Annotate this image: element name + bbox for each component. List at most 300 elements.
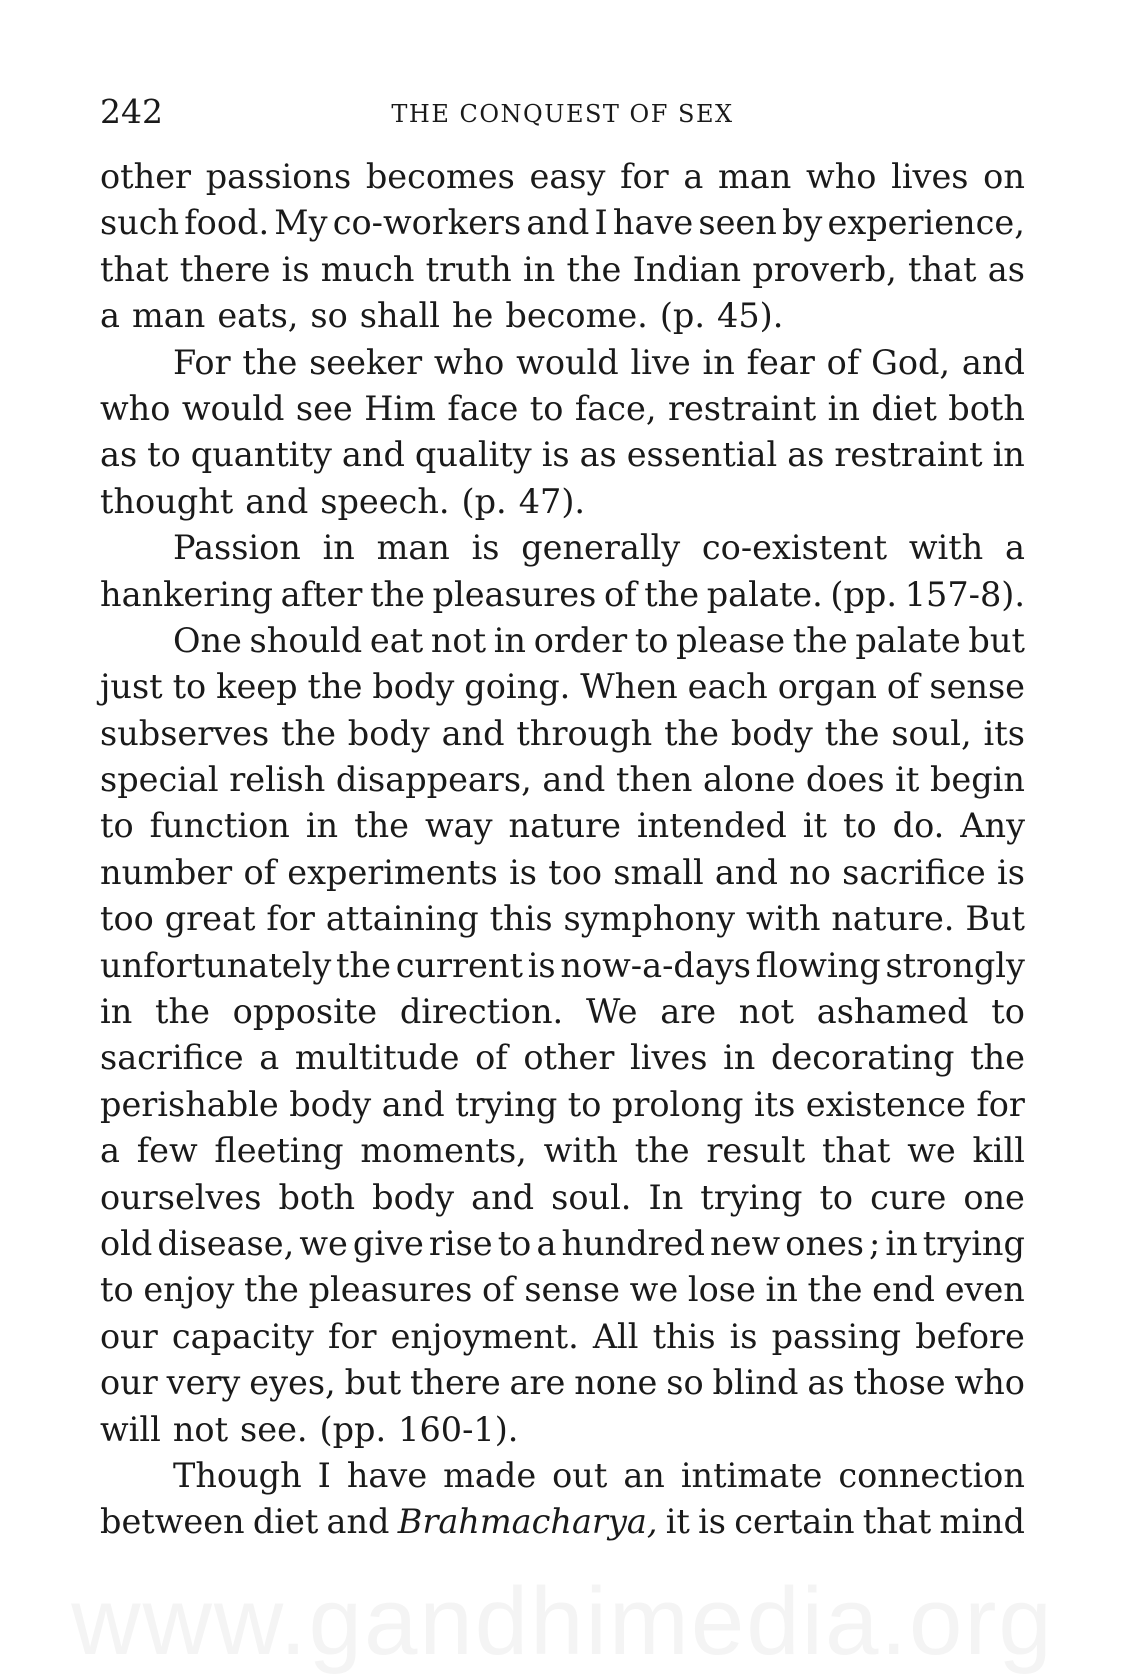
text-line: [100, 1175, 1025, 1221]
word: the: [307, 667, 363, 707]
word: (pp.: [319, 1409, 387, 1449]
word: as: [807, 1363, 845, 1403]
word: nature: [508, 806, 621, 846]
word: a: [1004, 528, 1025, 568]
word: strongly: [885, 945, 1025, 985]
word: in: [322, 528, 355, 568]
word: Any: [960, 806, 1025, 846]
word: please: [676, 620, 786, 660]
word: by: [781, 203, 823, 243]
word: 47).: [518, 481, 586, 521]
word: I: [317, 1455, 331, 1495]
word: unfortunately: [100, 945, 332, 985]
word: our: [100, 1316, 158, 1356]
word: man: [376, 528, 450, 568]
word: is: [997, 852, 1025, 892]
text-line: [100, 572, 1025, 618]
book-page: [100, 92, 1025, 1546]
word: function: [149, 806, 290, 846]
word: the: [664, 713, 719, 753]
running-title: THE CONQUEST OF SEX: [391, 100, 734, 128]
word: food.: [184, 203, 270, 243]
word: fear: [746, 342, 815, 382]
word: the: [242, 342, 298, 382]
word: body: [372, 667, 455, 707]
word: way: [424, 806, 493, 846]
word: pleasures: [308, 1270, 473, 1310]
word: Him: [364, 388, 436, 428]
word: much: [320, 249, 415, 289]
body-text: [100, 154, 1025, 1546]
word: body: [730, 713, 813, 753]
text-line: [100, 1221, 1025, 1267]
text-line: [100, 618, 1025, 664]
word: other: [523, 1038, 615, 1078]
word: diet: [252, 1502, 319, 1542]
text-line: [100, 711, 1025, 757]
word: other: [100, 157, 192, 196]
word: are: [660, 992, 717, 1032]
word: out: [552, 1455, 608, 1495]
text-line: [100, 247, 1025, 293]
text-line: [100, 803, 1025, 849]
word: (pp.: [830, 574, 898, 614]
word: not: [172, 1409, 229, 1449]
text-line: [100, 664, 1025, 710]
word: of: [886, 667, 920, 707]
word: great: [164, 899, 256, 939]
text-line: [100, 340, 1025, 386]
word: lose: [687, 1270, 756, 1310]
word: quality: [414, 435, 532, 475]
word: face: [447, 388, 519, 428]
word: certain: [734, 1502, 855, 1542]
word: just: [100, 667, 163, 707]
word: one: [963, 1177, 1025, 1217]
word: we: [907, 1131, 956, 1171]
word: proverb,: [752, 249, 897, 289]
word: For: [173, 342, 231, 382]
word: alone: [703, 760, 796, 800]
word: with: [746, 899, 821, 939]
word: the: [644, 574, 700, 614]
text-line: [100, 1407, 1025, 1453]
word: for: [976, 1084, 1025, 1124]
word: All: [592, 1316, 639, 1356]
word: with: [543, 1131, 618, 1171]
word: (p.: [659, 296, 705, 336]
text-line: [100, 1499, 1025, 1545]
word: both: [278, 1177, 356, 1217]
word: it: [665, 1502, 690, 1542]
word: soul.: [551, 1177, 632, 1217]
text-line: [100, 1035, 1025, 1081]
word: passing: [771, 1316, 902, 1356]
word: sacrifice: [842, 852, 986, 892]
text-line: [100, 479, 1025, 525]
word: moments,: [360, 1131, 527, 1171]
word: in: [827, 388, 860, 428]
word: subserves: [100, 713, 270, 753]
word: we: [629, 1270, 679, 1310]
word: diet: [871, 388, 937, 428]
word: fleeting: [214, 1131, 344, 1171]
word: flowing: [755, 945, 881, 985]
word: blind: [712, 1363, 799, 1403]
word: who: [806, 157, 877, 196]
word: its: [753, 1084, 796, 1124]
word: too: [548, 852, 603, 892]
word: intimate: [680, 1455, 823, 1495]
word: result: [706, 1131, 806, 1171]
word: and: [441, 713, 505, 753]
word: to: [819, 1177, 854, 1217]
word: intended: [636, 806, 787, 846]
word: hundred: [561, 1223, 705, 1263]
word: enjoyment.: [390, 1316, 579, 1356]
word: trying: [700, 1177, 803, 1217]
word: eyes,: [249, 1363, 336, 1403]
word: a: [100, 1131, 120, 1171]
word: co-workers: [332, 203, 522, 243]
word: a: [100, 296, 120, 336]
word: as: [100, 435, 138, 475]
text-line: [100, 154, 1025, 200]
word: and: [471, 1177, 535, 1217]
word: special: [100, 760, 219, 800]
word: eat: [369, 620, 424, 660]
word: to: [172, 667, 207, 707]
watermark: www.gandhimedia.org: [71, 1568, 1054, 1675]
word: ourselves: [100, 1177, 262, 1217]
word: of: [482, 1270, 515, 1310]
word: rise: [428, 1223, 493, 1263]
word: the: [354, 806, 409, 846]
word: direction.: [399, 992, 564, 1032]
word: we: [299, 1223, 348, 1263]
word: the: [824, 713, 880, 753]
word: to: [634, 620, 669, 660]
word: so: [666, 1363, 704, 1403]
word: mind: [939, 1502, 1025, 1542]
text-line: [100, 896, 1025, 942]
word: the: [566, 249, 622, 289]
word: disappears,: [335, 760, 532, 800]
word: is: [527, 945, 556, 985]
word: cure: [870, 1177, 947, 1217]
word: going.: [464, 667, 571, 707]
word: as: [787, 435, 825, 475]
word: body: [347, 713, 430, 753]
word: prolong: [611, 1084, 744, 1124]
word: 45).: [717, 296, 784, 336]
word: those: [853, 1363, 946, 1403]
text-line: [100, 293, 1025, 339]
word: trying: [922, 1223, 1025, 1263]
word: see: [295, 388, 353, 428]
word: to: [100, 1270, 134, 1310]
word: not: [738, 992, 794, 1032]
word: pleasures: [432, 574, 597, 614]
word: eats,: [217, 296, 299, 336]
word: that: [821, 1131, 891, 1171]
word: and: [381, 1084, 445, 1124]
word: small: [613, 852, 704, 892]
word: enjoy: [143, 1270, 235, 1310]
word: a: [683, 157, 704, 196]
word: multitude: [294, 1038, 460, 1078]
word: relish: [229, 760, 326, 800]
word: In: [648, 1177, 684, 1217]
word: to: [497, 1223, 532, 1263]
word: the: [792, 620, 848, 660]
word: in: [100, 992, 133, 1032]
word: who: [954, 1363, 1025, 1403]
word: of: [603, 574, 637, 614]
word: begin: [929, 760, 1025, 800]
word: with: [908, 528, 984, 568]
word: One: [173, 620, 242, 660]
word: is: [281, 249, 310, 289]
word: order: [533, 620, 628, 660]
word: there: [409, 1363, 501, 1403]
text-line: [100, 1314, 1025, 1360]
word: seen: [698, 203, 777, 243]
word: seeker: [309, 342, 423, 382]
word: to: [529, 388, 564, 428]
word: in: [522, 249, 556, 289]
word: generally: [521, 528, 681, 568]
word: the: [243, 1270, 299, 1310]
word: God,: [871, 342, 951, 382]
word: co-existent: [701, 528, 888, 568]
word: to: [843, 806, 877, 846]
word: is: [509, 852, 537, 892]
word: 157-8).: [904, 574, 1025, 614]
word: ashamed: [816, 992, 969, 1032]
word: organ: [777, 667, 877, 707]
word: after: [280, 574, 363, 614]
word: made: [443, 1455, 537, 1495]
text-line: [100, 200, 1025, 246]
word: an: [623, 1455, 665, 1495]
word: do.: [892, 806, 945, 846]
word: speech.: [320, 481, 450, 521]
word: there: [179, 249, 271, 289]
word: current: [395, 945, 523, 985]
word: should: [249, 620, 363, 660]
word: the: [970, 1038, 1025, 1078]
text-line: [100, 525, 1025, 571]
word: the: [807, 1270, 863, 1310]
word: to: [567, 1084, 602, 1124]
page-number: 242: [100, 92, 163, 131]
word: this: [489, 899, 553, 939]
word: experience,: [827, 203, 1025, 243]
word: I: [594, 203, 608, 243]
word: is: [729, 1316, 758, 1356]
word: it: [895, 760, 920, 800]
word: and: [341, 435, 405, 475]
word: nature.: [831, 899, 955, 939]
word: will: [100, 1409, 161, 1449]
word: no: [789, 852, 831, 892]
word: a: [536, 1223, 557, 1263]
word: and: [245, 481, 309, 521]
word: to: [147, 435, 181, 475]
word: When: [580, 667, 678, 707]
word: that: [862, 1502, 932, 1542]
word: not: [430, 620, 487, 660]
word: quantity: [190, 435, 332, 475]
word: become.: [505, 296, 648, 336]
word: sacrifice: [100, 1038, 244, 1078]
word: very: [166, 1363, 241, 1403]
word: now-a-days: [560, 945, 751, 985]
word: in: [885, 1223, 918, 1263]
word: in: [702, 342, 735, 382]
text-line: [100, 1128, 1025, 1174]
word: man: [718, 157, 792, 196]
word: as: [987, 249, 1025, 289]
word: shall: [359, 296, 440, 336]
word: for: [327, 1316, 377, 1356]
word: each: [687, 667, 768, 707]
word: for: [266, 899, 315, 939]
word: in: [992, 435, 1025, 475]
word: for: [620, 157, 669, 196]
word: give: [352, 1223, 424, 1263]
word: then: [615, 760, 693, 800]
word: few: [136, 1131, 198, 1171]
word: existence: [805, 1084, 966, 1124]
text-line: [100, 989, 1025, 1035]
word: of: [243, 852, 277, 892]
word: essential: [626, 435, 778, 475]
word: and: [961, 342, 1025, 382]
word: of: [826, 342, 860, 382]
word: But: [965, 899, 1025, 939]
word: connection: [838, 1455, 1025, 1495]
word: kill: [972, 1131, 1025, 1171]
word: and: [714, 852, 778, 892]
word: but: [968, 620, 1025, 660]
word: truth: [425, 249, 512, 289]
word: thought: [100, 481, 234, 521]
word: the: [634, 1131, 690, 1171]
word: body: [372, 1177, 455, 1217]
word: in: [305, 806, 339, 846]
text-line: [100, 386, 1025, 432]
text-line: [100, 432, 1025, 478]
word: lives: [891, 157, 969, 196]
word: before: [915, 1316, 1025, 1356]
word: through: [516, 713, 653, 753]
word: and: [542, 760, 606, 800]
word: decorating: [771, 1038, 955, 1078]
word: capacity: [171, 1316, 314, 1356]
text-line: [100, 1453, 1025, 1499]
word: face,: [574, 388, 657, 428]
word: soul,: [891, 713, 972, 753]
word: to: [991, 992, 1025, 1032]
text-line: [100, 1360, 1025, 1406]
word: its: [983, 713, 1025, 753]
italic-term: Brahmacharya,: [397, 1502, 658, 1542]
word: in: [493, 620, 527, 660]
word: a: [259, 1038, 280, 1078]
word: We: [585, 992, 638, 1032]
word: keep: [216, 667, 298, 707]
word: body: [289, 1084, 372, 1124]
word: palate.: [706, 574, 823, 614]
word: old: [100, 1223, 153, 1263]
word: in: [765, 1270, 798, 1310]
word: palate: [855, 620, 961, 660]
word: man: [131, 296, 206, 336]
word: sense: [929, 667, 1025, 707]
word: who: [433, 342, 505, 382]
word: live: [630, 342, 691, 382]
word: even: [944, 1270, 1025, 1310]
word: Passion: [173, 528, 301, 568]
word: have: [346, 1455, 428, 1495]
word: does: [805, 760, 885, 800]
word: would: [516, 342, 619, 382]
word: trying: [455, 1084, 558, 1124]
word: between: [100, 1502, 245, 1542]
word: lives: [630, 1038, 708, 1078]
word: restraint: [834, 435, 983, 475]
word: symphony: [563, 899, 736, 939]
word: and: [326, 1502, 390, 1542]
word: (p.: [461, 481, 507, 521]
word: ones: [785, 1223, 864, 1263]
word: as: [579, 435, 617, 475]
word: are: [509, 1363, 566, 1403]
word: hankering: [100, 574, 273, 614]
word: who: [100, 388, 171, 428]
text-line: [100, 1267, 1025, 1313]
word: My: [274, 203, 328, 243]
word: is: [698, 1502, 726, 1542]
word: number: [100, 852, 233, 892]
word: ;: [869, 1223, 881, 1263]
text-line: [100, 850, 1025, 896]
word: becomes: [365, 157, 515, 196]
word: is: [471, 528, 500, 568]
word: in: [723, 1038, 756, 1078]
word: none: [574, 1363, 658, 1403]
running-head: [100, 92, 1025, 148]
word: Indian: [632, 249, 742, 289]
word: both: [948, 388, 1025, 428]
text-line: [100, 1082, 1025, 1128]
word: experiments: [287, 852, 498, 892]
word: see.: [240, 1409, 308, 1449]
word: have: [612, 203, 694, 243]
word: it: [802, 806, 828, 846]
word: attaining: [325, 899, 479, 939]
word: the: [370, 574, 425, 614]
word: to: [100, 806, 134, 846]
word: Though: [173, 1455, 302, 1495]
text-line: [100, 757, 1025, 803]
word: the: [155, 992, 210, 1032]
word: so: [310, 296, 348, 336]
word: on: [983, 157, 1025, 196]
word: but: [344, 1363, 402, 1403]
